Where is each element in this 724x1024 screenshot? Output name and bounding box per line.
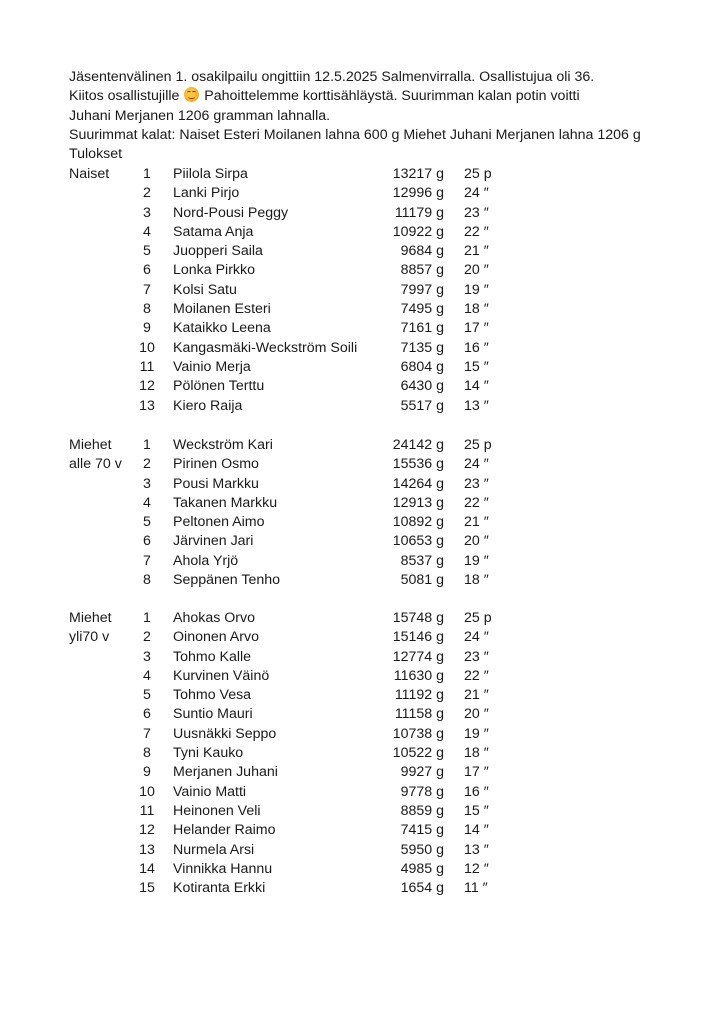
result-row bbox=[69, 783, 709, 802]
category-label: Naiset bbox=[69, 166, 110, 182]
result-row bbox=[69, 763, 709, 782]
points: 17 ″ bbox=[464, 320, 489, 337]
catch-weight: 7495 g bbox=[400, 301, 444, 318]
participant-name: Peltonen Aimo bbox=[173, 514, 265, 531]
result-row bbox=[69, 841, 709, 860]
participant-name: Ahola Yrjö bbox=[173, 552, 239, 569]
participant-name: Heinonen Veli bbox=[173, 802, 261, 819]
points: 21 ″ bbox=[464, 687, 489, 704]
intro-line-1: Jäsentenvälinen 1. osakilpailu ongittiin 12.5.2025 Salmenvirralla. Osallistujua oli 36. bbox=[69, 69, 595, 85]
catch-weight: 7415 g bbox=[400, 822, 444, 839]
result-row bbox=[69, 725, 709, 744]
participant-name: Lonka Pirkko bbox=[173, 262, 256, 279]
catch-weight: 5950 g bbox=[400, 841, 444, 858]
catch-weight: 11630 g bbox=[393, 667, 444, 684]
catch-weight: 14264 g bbox=[392, 475, 444, 492]
points: 25 p bbox=[464, 610, 492, 626]
catch-weight: 10892 g bbox=[392, 514, 444, 531]
result-row bbox=[69, 165, 709, 184]
points: 20 ″ bbox=[464, 262, 489, 279]
participant-name: Vinnikka Hannu bbox=[173, 860, 273, 877]
category-label: yli70 v bbox=[69, 629, 110, 646]
points: 23 ″ bbox=[464, 475, 489, 492]
result-row bbox=[69, 339, 709, 358]
result-row bbox=[69, 686, 709, 705]
rank: 5 bbox=[143, 243, 151, 260]
points: 21 ″ bbox=[464, 243, 489, 260]
participant-name: Helander Raimo bbox=[173, 822, 276, 839]
rank: 2 bbox=[143, 456, 151, 473]
rank: 13 bbox=[139, 841, 155, 858]
rank: 4 bbox=[143, 494, 151, 511]
results-heading: Tulokset bbox=[69, 146, 123, 163]
result-row bbox=[69, 879, 709, 898]
catch-weight: 8859 g bbox=[400, 802, 444, 819]
result-row bbox=[69, 204, 709, 223]
result-row bbox=[69, 223, 709, 242]
rank: 14 bbox=[139, 860, 155, 877]
result-row bbox=[69, 552, 709, 571]
participant-name: Kotiranta Erkki bbox=[173, 880, 266, 897]
participant-name: Nurmela Arsi bbox=[173, 841, 255, 858]
result-row bbox=[69, 494, 709, 513]
catch-weight: 15146 g bbox=[392, 629, 444, 646]
result-row bbox=[69, 281, 709, 300]
points: 19 ″ bbox=[464, 552, 489, 569]
participant-name: Pirinen Osmo bbox=[173, 456, 259, 473]
result-row bbox=[69, 860, 709, 879]
intro-line-4: Suurimmat kalat: Naiset Esteri Moilanen lahna 600 g Miehet Juhani Merjanen lahna 1206 g bbox=[69, 126, 641, 143]
rank: 8 bbox=[143, 572, 151, 589]
result-row bbox=[69, 358, 709, 377]
participant-name: Vainio Merja bbox=[173, 358, 251, 375]
result-row bbox=[69, 242, 709, 261]
points: 21 ″ bbox=[464, 514, 489, 531]
result-row bbox=[69, 455, 709, 474]
rank: 3 bbox=[143, 475, 151, 492]
intro-line-2 bbox=[69, 87, 709, 106]
rank: 6 bbox=[143, 706, 151, 723]
points: 24 ″ bbox=[464, 456, 489, 473]
rank: 4 bbox=[143, 667, 151, 684]
points: 22 ″ bbox=[464, 223, 489, 240]
rank: 5 bbox=[143, 687, 151, 704]
rank: 8 bbox=[143, 301, 151, 318]
smiling-face-icon bbox=[184, 87, 199, 102]
rank: 13 bbox=[139, 397, 155, 414]
points: 25 p bbox=[464, 166, 492, 182]
participant-name: Uusnäkki Seppo bbox=[173, 725, 277, 742]
result-row bbox=[69, 397, 709, 416]
participant-name: Vainio Matti bbox=[173, 783, 247, 800]
points: 20 ″ bbox=[464, 706, 489, 723]
points: 14 ″ bbox=[464, 822, 489, 839]
rank: 15 bbox=[139, 880, 155, 897]
participant-name: Merjanen Juhani bbox=[173, 764, 278, 781]
participant-name: Järvinen Jari bbox=[173, 533, 254, 550]
catch-weight: 10922 g bbox=[392, 223, 444, 240]
rank: 9 bbox=[143, 764, 151, 781]
catch-weight: 9778 g bbox=[400, 783, 444, 800]
result-row bbox=[69, 319, 709, 338]
points: 18 ″ bbox=[464, 301, 489, 318]
points: 17 ″ bbox=[464, 764, 489, 781]
result-row bbox=[69, 377, 709, 396]
points: 13 ″ bbox=[464, 841, 489, 858]
result-row bbox=[69, 475, 709, 494]
rank: 10 bbox=[139, 339, 155, 356]
rank: 1 bbox=[143, 166, 151, 182]
result-row bbox=[69, 821, 709, 840]
result-row bbox=[69, 532, 709, 551]
catch-weight: 5517 g bbox=[400, 397, 444, 414]
catch-weight: 6804 g bbox=[400, 358, 444, 375]
points: 16 ″ bbox=[464, 783, 489, 800]
catch-weight: 13217 g bbox=[392, 166, 444, 182]
catch-weight: 12996 g bbox=[392, 185, 444, 202]
result-row bbox=[69, 609, 709, 628]
points: 19 ″ bbox=[464, 725, 489, 742]
participant-name: Tohmo Kalle bbox=[173, 648, 252, 665]
catch-weight: 6430 g bbox=[400, 378, 444, 395]
participant-name: Weckström Kari bbox=[173, 437, 273, 453]
catch-weight: 11158 g bbox=[394, 706, 444, 723]
catch-weight: 8857 g bbox=[400, 262, 444, 279]
result-row bbox=[69, 513, 709, 532]
catch-weight: 9927 g bbox=[400, 764, 444, 781]
results-group bbox=[69, 165, 709, 416]
catch-weight: 7161 g bbox=[400, 320, 444, 337]
participant-name: Lanki Pirjo bbox=[173, 185, 240, 202]
results-group bbox=[69, 436, 709, 590]
results-group bbox=[69, 609, 709, 898]
participant-name: Kataikko Leena bbox=[173, 320, 271, 337]
points: 23 ″ bbox=[464, 648, 489, 665]
points: 12 ″ bbox=[464, 860, 489, 877]
participant-name: Seppänen Tenho bbox=[173, 572, 281, 589]
participant-name: Tyni Kauko bbox=[173, 745, 244, 762]
participant-name: Oinonen Arvo bbox=[173, 629, 259, 646]
catch-weight: 11179 g bbox=[394, 204, 444, 221]
catch-weight: 10522 g bbox=[392, 745, 444, 762]
catch-weight: 12913 g bbox=[392, 494, 444, 511]
catch-weight: 8537 g bbox=[400, 552, 444, 569]
points: 24 ″ bbox=[464, 185, 489, 202]
points: 13 ″ bbox=[464, 397, 489, 414]
rank: 2 bbox=[143, 185, 151, 202]
points: 22 ″ bbox=[464, 494, 489, 511]
rank: 6 bbox=[143, 533, 151, 550]
result-row bbox=[69, 261, 709, 280]
rank: 8 bbox=[143, 745, 151, 762]
catch-weight: 5081 g bbox=[400, 572, 444, 589]
rank: 7 bbox=[143, 281, 151, 298]
result-row bbox=[69, 667, 709, 686]
points: 22 ″ bbox=[464, 667, 489, 684]
result-row bbox=[69, 705, 709, 724]
catch-weight: 7997 g bbox=[400, 281, 444, 298]
result-row bbox=[69, 802, 709, 821]
points: 23 ″ bbox=[464, 204, 489, 221]
catch-weight: 4985 g bbox=[400, 860, 444, 877]
participant-name: Satama Anja bbox=[173, 223, 254, 240]
catch-weight: 10653 g bbox=[392, 533, 444, 550]
participant-name: Kolsi Satu bbox=[173, 281, 237, 298]
participant-name: Nord-Pousi Peggy bbox=[173, 204, 289, 221]
rank: 3 bbox=[143, 648, 151, 665]
category-label: alle 70 v bbox=[69, 456, 122, 473]
participant-name: Piilola Sirpa bbox=[173, 166, 248, 182]
rank: 6 bbox=[143, 262, 151, 279]
catch-weight: 12774 g bbox=[392, 648, 444, 665]
points: 15 ″ bbox=[464, 358, 489, 375]
catch-weight: 10738 g bbox=[392, 725, 444, 742]
rank: 3 bbox=[143, 204, 151, 221]
category-label: Miehet bbox=[69, 437, 112, 453]
points: 19 ″ bbox=[464, 281, 489, 298]
participant-name: Kiero Raija bbox=[173, 397, 243, 414]
participant-name: Ahokas Orvo bbox=[173, 610, 256, 626]
rank: 12 bbox=[139, 822, 155, 839]
intro-line-2-start: Kiitos osallistujille bbox=[69, 88, 184, 105]
rank: 7 bbox=[143, 552, 151, 569]
catch-weight: 1654 g bbox=[400, 880, 444, 897]
rank: 5 bbox=[143, 514, 151, 531]
catch-weight: 9684 g bbox=[400, 243, 444, 260]
points: 18 ″ bbox=[464, 572, 489, 589]
participant-name: Pölönen Terttu bbox=[173, 378, 265, 395]
points: 14 ″ bbox=[464, 378, 489, 395]
participant-name: Tohmo Vesa bbox=[173, 687, 252, 704]
intro-text bbox=[69, 68, 709, 164]
rank: 11 bbox=[139, 358, 155, 375]
result-row bbox=[69, 648, 709, 667]
points: 18 ″ bbox=[464, 745, 489, 762]
rank: 7 bbox=[143, 725, 151, 742]
rank: 1 bbox=[143, 610, 151, 626]
participant-name: Moilanen Esteri bbox=[173, 301, 271, 318]
rank: 11 bbox=[139, 802, 155, 819]
category-label: Miehet bbox=[69, 610, 112, 626]
result-row bbox=[69, 571, 709, 590]
catch-weight: 7135 g bbox=[400, 339, 444, 356]
points: 25 p bbox=[464, 437, 492, 453]
participant-name: Juopperi Saila bbox=[173, 243, 263, 260]
intro-line-2-end: Pahoittelemme korttisähläystä. Suurimman kalan potin voitti bbox=[200, 88, 580, 105]
points: 11 ″ bbox=[464, 880, 488, 897]
result-row bbox=[69, 436, 709, 455]
rank: 4 bbox=[143, 223, 151, 240]
result-row bbox=[69, 300, 709, 319]
participant-name: Kangasmäki-Weckström Soili bbox=[173, 339, 358, 356]
participant-name: Pousi Markku bbox=[173, 475, 259, 492]
result-row bbox=[69, 744, 709, 763]
result-row bbox=[69, 628, 709, 647]
points: 20 ″ bbox=[464, 533, 489, 550]
points: 16 ″ bbox=[464, 339, 489, 356]
participant-name: Suntio Mauri bbox=[173, 706, 253, 723]
rank: 12 bbox=[139, 378, 155, 395]
participant-name: Kurvinen Väinö bbox=[173, 667, 270, 684]
catch-weight: 11192 g bbox=[394, 687, 444, 704]
intro-line-3: Juhani Merjanen 1206 gramman lahnalla. bbox=[69, 107, 331, 124]
rank: 10 bbox=[139, 783, 155, 800]
catch-weight: 15536 g bbox=[392, 456, 444, 473]
rank: 1 bbox=[143, 437, 151, 453]
points: 24 ″ bbox=[464, 629, 489, 646]
catch-weight: 15748 g bbox=[392, 610, 444, 626]
result-row bbox=[69, 184, 709, 203]
participant-name: Takanen Markku bbox=[173, 494, 278, 511]
rank: 9 bbox=[143, 320, 151, 337]
rank: 2 bbox=[143, 629, 151, 646]
points: 15 ″ bbox=[464, 802, 489, 819]
catch-weight: 24142 g bbox=[392, 437, 444, 453]
